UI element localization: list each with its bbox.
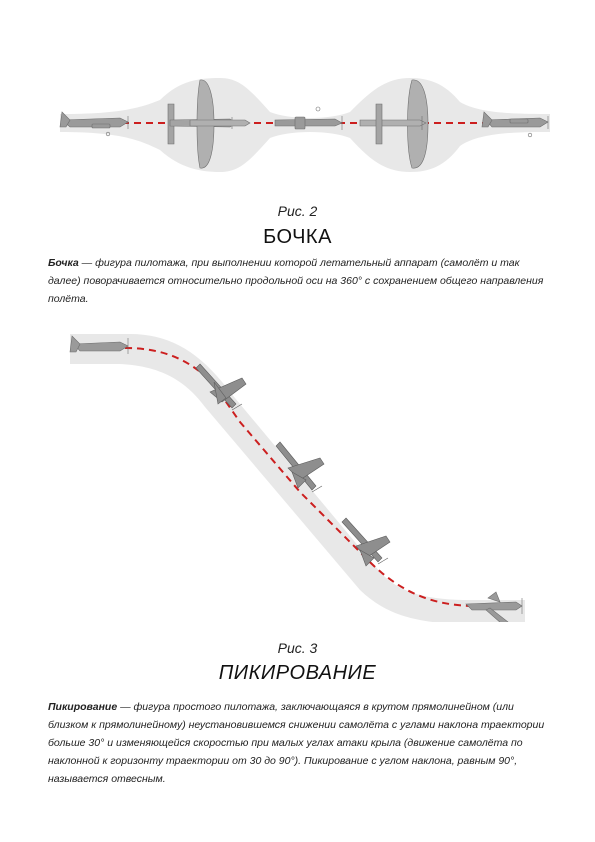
barrel-roll-illustration — [0, 70, 595, 180]
aircraft-quarter-roll-right — [376, 104, 382, 144]
figure-2-term: Бочка — [48, 257, 79, 269]
dive-illustration — [0, 322, 595, 622]
figure-3-term: Пикирование — [48, 701, 118, 713]
figure-2-title: БОЧКА — [263, 226, 332, 248]
figure-3-title: ПИКИРОВАНИЕ — [218, 662, 377, 684]
figure-2-definition: — фигура пилотажа, при выполнении которой летательный аппарат (самолёт и так далее) поворачивается относительно продольной оси на 360° с сохранением общего направления полёта. — [48, 257, 544, 305]
figure-2-description — [48, 254, 553, 308]
figure-3-caption: Рис. 3 — [277, 640, 318, 656]
figure-2-caption: Рис. 2 — [277, 203, 318, 219]
figure-3-description — [48, 698, 553, 788]
figure-3-definition: — фигура простого пилотажа, заключающаяся в крутом прямолинейном (или близком к прямолинейному) неустановившемся снижении самолёта с углами наклона траектории больше 30° и изменяющейся скоростью при малых углах атаки крыла (движение самолёта по наклонной к горизонту траектории от 30 до 90°). Пикирование с углом наклона, равным 90°, называется отвесным. — [48, 701, 545, 785]
